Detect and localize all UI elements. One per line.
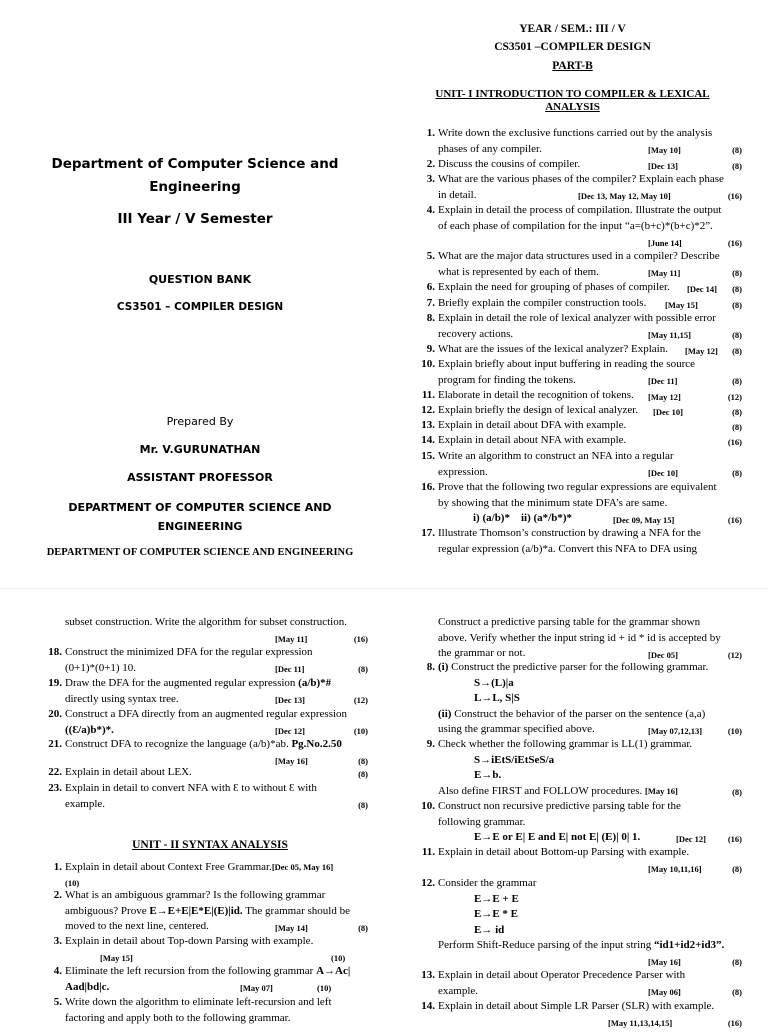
question-number: 10.: [421, 800, 435, 812]
question-number: 12.: [421, 877, 435, 889]
marks: (12): [727, 392, 742, 402]
marks: (16): [727, 834, 742, 844]
unit2-question-5-continued: [438, 615, 742, 662]
question-number: 8.: [426, 661, 435, 673]
grammar: E→E * E: [474, 908, 519, 920]
question-text: What are the major data structures used in a compiler? Describe: [438, 250, 720, 262]
regex: (a/b)*#: [298, 677, 332, 689]
question-text: Explain in detail the process of compilation. Illustrate the output: [438, 204, 722, 216]
question-text: recovery actions.: [438, 327, 514, 340]
marks: (8): [732, 407, 742, 417]
question-text: following grammar.: [438, 815, 526, 828]
question-number: 2.: [426, 158, 435, 170]
exam-date: [May 07]: [240, 983, 273, 993]
question-number: 11.: [421, 846, 435, 858]
page-break: [0, 588, 768, 589]
sub-part-label: (i): [438, 661, 449, 673]
grammar: E→E or E| E and E| not E| (E)| 0| 1.: [474, 831, 641, 843]
question-22: [48, 765, 368, 781]
unit2-question-8: [426, 660, 742, 738]
marks: (8): [732, 422, 742, 432]
question-text: using the grammar specified above.: [438, 723, 595, 735]
question-text: Explain in detail about DFA with example.: [438, 419, 627, 431]
question-text: The grammar should be: [245, 904, 350, 917]
question-text: Consider the grammar: [438, 877, 537, 889]
question-number: 12.: [421, 404, 435, 416]
question-text: (0+1)*(0+1) 10.: [65, 661, 137, 674]
question-number: 14.: [421, 434, 435, 446]
exam-date: [May 12]: [685, 346, 718, 356]
exam-date: [May 15]: [665, 300, 698, 310]
unit2-question-4: [53, 964, 368, 995]
question-number: 3.: [426, 173, 435, 185]
question-text: the grammar or not.: [438, 647, 526, 659]
question-number: 20.: [48, 708, 62, 720]
question-number: 7.: [426, 297, 435, 309]
grammar: A→Ac|: [316, 965, 351, 977]
exam-date: [Dec 14]: [687, 284, 717, 294]
question-text: Perform Shift-Reduce parsing of the input string: [438, 939, 652, 951]
question-text: Write down the exclusive functions carried out by the analysis: [438, 127, 713, 139]
question-13: [421, 418, 742, 434]
exam-date: [Dec 12]: [275, 726, 305, 736]
question-number: 22.: [48, 766, 62, 778]
question-text: Write down the algorithm to eliminate left-recursion and left: [65, 996, 332, 1008]
question-3: [426, 172, 742, 203]
question-text: directly using syntax tree.: [65, 692, 179, 705]
exam-date: [Dec 11]: [275, 664, 305, 674]
marks: (8): [732, 346, 742, 356]
question-text: Draw the DFA for the augmented regular expression: [65, 677, 296, 689]
question-9: [426, 342, 742, 358]
question-text: What are the issues of the lexical analyzer? Explain.: [438, 343, 668, 355]
question-14: [421, 433, 742, 449]
question-text: Explain in detail about Top-down Parsing with example.: [65, 935, 314, 947]
exam-date: [Dec 12]: [676, 834, 706, 844]
unit2-question-10: [421, 799, 742, 846]
question-number: 6.: [426, 281, 435, 293]
exam-date: [Dec 05, May 16]: [271, 862, 334, 872]
question-text: What is an ambiguous grammar? Is the following grammar: [65, 889, 326, 901]
question-text: by showing that the minimum state DFA’s are same.: [438, 496, 668, 509]
question-text: Construct the predictive parser for the following grammar.: [451, 661, 709, 673]
cover-question-bank: QUESTION BANK: [148, 273, 252, 286]
question-text: expression.: [438, 465, 488, 478]
question-21: [48, 737, 368, 766]
question-12: [421, 403, 742, 419]
question-text: moved to the next line, centered.: [65, 920, 209, 932]
exam-date: [May 15]: [100, 953, 133, 963]
question-text: Construct a DFA directly from an augmented regular expression: [65, 708, 348, 720]
marks: (8): [732, 376, 742, 386]
unit2-question-12: [421, 876, 742, 967]
grammar: L→L, S|S: [474, 692, 520, 704]
question-text: phases of any compiler.: [438, 142, 542, 155]
question-number: 19.: [48, 677, 62, 689]
marks: (8): [732, 284, 742, 294]
question-number: 8.: [426, 312, 435, 324]
marks: (8): [732, 161, 742, 171]
question-18: [48, 645, 368, 676]
question-text: example.: [438, 984, 479, 997]
question-text: Write an algorithm to construct an NFA into a regular: [438, 450, 674, 462]
question-23: [48, 781, 368, 812]
exam-date: [May 12]: [648, 392, 681, 402]
exam-date: [May 14]: [275, 923, 308, 933]
exam-date: [Dec 11]: [648, 376, 678, 386]
marks: (12): [353, 695, 368, 705]
exam-date: [May 11]: [275, 634, 308, 644]
marks: (8): [358, 923, 368, 933]
marks: (10): [317, 983, 332, 993]
exam-date: [May 10]: [648, 145, 681, 155]
marks: (8): [732, 330, 742, 340]
question-number: 1.: [426, 127, 435, 139]
marks: (8): [732, 145, 742, 155]
marks: (10): [331, 953, 346, 963]
header-course: CS3501 –COMPILER DESIGN: [494, 41, 651, 53]
grammar: E→E + E: [474, 892, 519, 905]
marks: (10): [65, 877, 80, 888]
question-4: [426, 203, 742, 248]
question-text: What are the various phases of the compiler? Explain each phase: [438, 173, 724, 185]
unit2-question-3: [53, 934, 368, 963]
exam-date: [Dec 13, May 12, May 10]: [578, 191, 671, 201]
marks: (16): [727, 515, 742, 525]
question-text: Elaborate in detail the recognition of tokens.: [438, 389, 634, 401]
question-5: [426, 249, 742, 280]
question-10: [421, 357, 742, 388]
grammar: E→ id: [474, 923, 505, 936]
unit2-question-9: [426, 737, 742, 799]
header-part-b: PART-B: [552, 60, 593, 72]
grammar: S→(L)|a: [474, 676, 514, 689]
exam-date: [June 14]: [648, 238, 682, 248]
question-number: 3.: [53, 935, 62, 947]
question-number: 16.: [421, 481, 435, 493]
question-20: [48, 707, 368, 738]
question-text: in detail.: [438, 188, 477, 201]
unit2-question-2: [53, 888, 368, 935]
marks: (16): [727, 238, 742, 248]
question-16: [421, 480, 742, 527]
question-8: [426, 311, 742, 342]
grammar: Aad|bd|c.: [65, 980, 110, 993]
question-17: [421, 526, 742, 557]
question-number: 5.: [426, 250, 435, 262]
exam-date: [May 16]: [275, 756, 308, 766]
grammar: E→E+E|E*E|(E)|id.: [149, 904, 243, 917]
exam-date: [May 10,11,16]: [648, 864, 702, 874]
unit2-question-1: [53, 860, 368, 891]
question-text: ambiguous? Prove: [65, 904, 147, 917]
question-number: 14.: [421, 1000, 435, 1012]
exam-date: [May 06]: [648, 987, 681, 997]
exam-date: [Dec 05]: [648, 650, 678, 660]
question-text: what is represented by each of them.: [438, 265, 599, 278]
question-number: 11.: [421, 389, 435, 401]
marks: (8): [358, 769, 368, 779]
input-string: “id1+id2+id3”.: [654, 939, 725, 951]
question-text: Discuss the cousins of compiler.: [438, 158, 581, 170]
question-number: 13.: [421, 419, 435, 431]
exam-date: [Dec 10]: [648, 468, 678, 478]
question-number: 17.: [421, 527, 435, 539]
marks: (8): [732, 987, 742, 997]
header-year-sem: YEAR / SEM.: III / V: [519, 23, 626, 35]
unit2-question-5: [53, 995, 368, 1026]
marks: (16): [353, 634, 368, 644]
marks: (10): [727, 726, 742, 736]
question-text: Explain briefly the design of lexical analyzer.: [438, 404, 639, 416]
question-text: Explain in detail about LEX.: [65, 766, 192, 778]
question-15: [421, 449, 742, 480]
cover-dept-title: Department of Computer Science and Engineering: [51, 156, 339, 195]
marks: (10): [353, 726, 368, 736]
cover-course: CS3501 – COMPILER DESIGN: [116, 301, 284, 313]
question-17-continued: [65, 615, 368, 644]
question-text: Construct a predictive parsing table for the grammar shown: [438, 616, 701, 628]
marks: (8): [732, 864, 742, 874]
question-text: Construct non recursive predictive parsing table for the: [438, 800, 681, 812]
exam-date: [Dec 10]: [653, 407, 683, 417]
question-number: 4.: [53, 965, 62, 977]
question-text: regular expression (a/b)*a. Convert this NFA to DFA using: [438, 542, 697, 555]
grammar: S→iEtS/iEtSeS/a: [474, 753, 555, 766]
question-number: 5.: [53, 996, 62, 1008]
question-text: Explain in detail about Bottom-up Parsing with example.: [438, 846, 690, 858]
cover-department-upper: DEPARTMENT OF COMPUTER SCIENCE AND ENGINEERING: [68, 501, 332, 533]
marks: (16): [727, 437, 742, 447]
exam-date: [May 11,15]: [648, 330, 691, 340]
question-6: [426, 280, 742, 296]
cover-designation: ASSISTANT PROFESSOR: [127, 471, 273, 484]
exam-date: [May 16]: [648, 957, 681, 967]
marks: (8): [732, 787, 742, 797]
question-7: [426, 296, 742, 312]
page-reference: Pg.No.2.50: [291, 738, 342, 750]
marks: (8): [358, 756, 368, 766]
marks: (8): [732, 957, 742, 967]
question-text: Check whether the following grammar is LL(1) grammar.: [438, 738, 693, 750]
unit-2-heading: UNIT - II SYNTAX ANALYSIS: [132, 839, 288, 851]
question-19: [48, 676, 368, 707]
question-text: Explain in detail about Context Free Grammar.: [65, 861, 272, 873]
question-text: factoring and apply both to the following grammar.: [65, 1011, 291, 1024]
question-number: 1.: [53, 861, 62, 873]
marks: (8): [732, 268, 742, 278]
exam-date: [May 07,12,13]: [648, 726, 703, 736]
question-1: [426, 126, 742, 157]
question-number: 15.: [421, 450, 435, 462]
question-number: 9.: [426, 343, 435, 355]
unit2-question-11: [421, 845, 742, 874]
marks: (8): [358, 664, 368, 674]
question-text: program for finding the tokens.: [438, 373, 576, 386]
cover-author-name: Mr. V.GURUNATHAN: [139, 443, 261, 456]
exam-date: [May 11]: [648, 268, 681, 278]
question-text: Prove that the following two regular expressions are equivalent: [438, 481, 717, 493]
question-number: 2.: [53, 889, 62, 901]
cover-year-semester: III Year / V Semester: [117, 211, 273, 227]
marks: (8): [732, 300, 742, 310]
question-text: Explain in detail the role of lexical analyzer with possible error: [438, 312, 716, 324]
regex: ((Ɛ/a)b*)*.: [65, 723, 114, 736]
question-2: [426, 157, 742, 173]
question-text: Explain in detail to convert NFA with Ɛ to without Ɛ with: [65, 782, 317, 794]
question-text: subset construction. Write the algorithm for subset construction.: [65, 616, 347, 628]
question-number: 4.: [426, 204, 435, 216]
question-text: Illustrate Thomson’s construction by drawing a NFA for the: [438, 527, 701, 539]
marks: (12): [727, 650, 742, 660]
question-number: 23.: [48, 782, 62, 794]
question-number: 10.: [421, 358, 435, 370]
question-11: [421, 388, 742, 404]
unit2-question-13: [421, 968, 742, 999]
question-text: Explain the need for grouping of phases of compiler.: [438, 281, 670, 293]
unit2-question-14: [421, 999, 742, 1028]
question-text: of each phase of compilation for the input “a=(b+c)*(b+c)*2”.: [438, 219, 713, 232]
question-text: Construct DFA to recognize the language (a/b)*ab.: [65, 738, 289, 750]
exam-date: [Dec 13]: [275, 695, 305, 705]
marks: (16): [727, 1018, 742, 1028]
question-text: Construct the behavior of the parser on the sentence (a,a): [454, 707, 706, 720]
marks: (8): [732, 468, 742, 478]
exam-date: [May 16]: [645, 785, 678, 796]
question-text: Eliminate the left recursion from the following grammar: [65, 965, 314, 977]
question-text: Explain in detail about NFA with example.: [438, 434, 627, 446]
unit-1-heading: UNIT- I INTRODUCTION TO COMPILER & LEXICAL ANALYSIS: [435, 88, 710, 113]
sub-part-label: (ii): [438, 707, 452, 720]
question-number: 21.: [48, 738, 62, 750]
question-number: 13.: [421, 969, 435, 981]
regex-pair: i) (a/b)* ii) (a*/b*)*: [473, 512, 572, 524]
question-text: example.: [65, 797, 106, 810]
question-text: Also define FIRST and FOLLOW procedures.: [438, 784, 643, 797]
question-text: Explain in detail about Operator Precedence Parser with: [438, 969, 686, 981]
exam-date: [Dec 09, May 15]: [613, 515, 675, 525]
cover-prepared-by: Prepared By: [166, 415, 234, 428]
question-text: above. Verify whether the input string id + id * id is accepted by: [438, 631, 721, 644]
exam-date: [Dec 13]: [648, 161, 678, 171]
marks: (16): [727, 191, 742, 201]
question-text: Explain briefly about input buffering in reading the source: [438, 358, 696, 370]
question-text: Explain in detail about Simple LR Parser (SLR) with example.: [438, 1000, 715, 1012]
cover-footer-department: DEPARTMENT OF COMPUTER SCIENCE AND ENGINEERING: [46, 547, 354, 558]
question-text: Briefly explain the compiler construction tools.: [438, 297, 647, 309]
marks: (8): [358, 800, 368, 810]
grammar: E→b.: [474, 769, 502, 781]
question-number: 9.: [426, 738, 435, 750]
question-number: 18.: [48, 646, 62, 658]
exam-date: [May 11,13,14,15]: [608, 1018, 673, 1028]
question-text: Construct the minimized DFA for the regular expression: [65, 646, 313, 658]
